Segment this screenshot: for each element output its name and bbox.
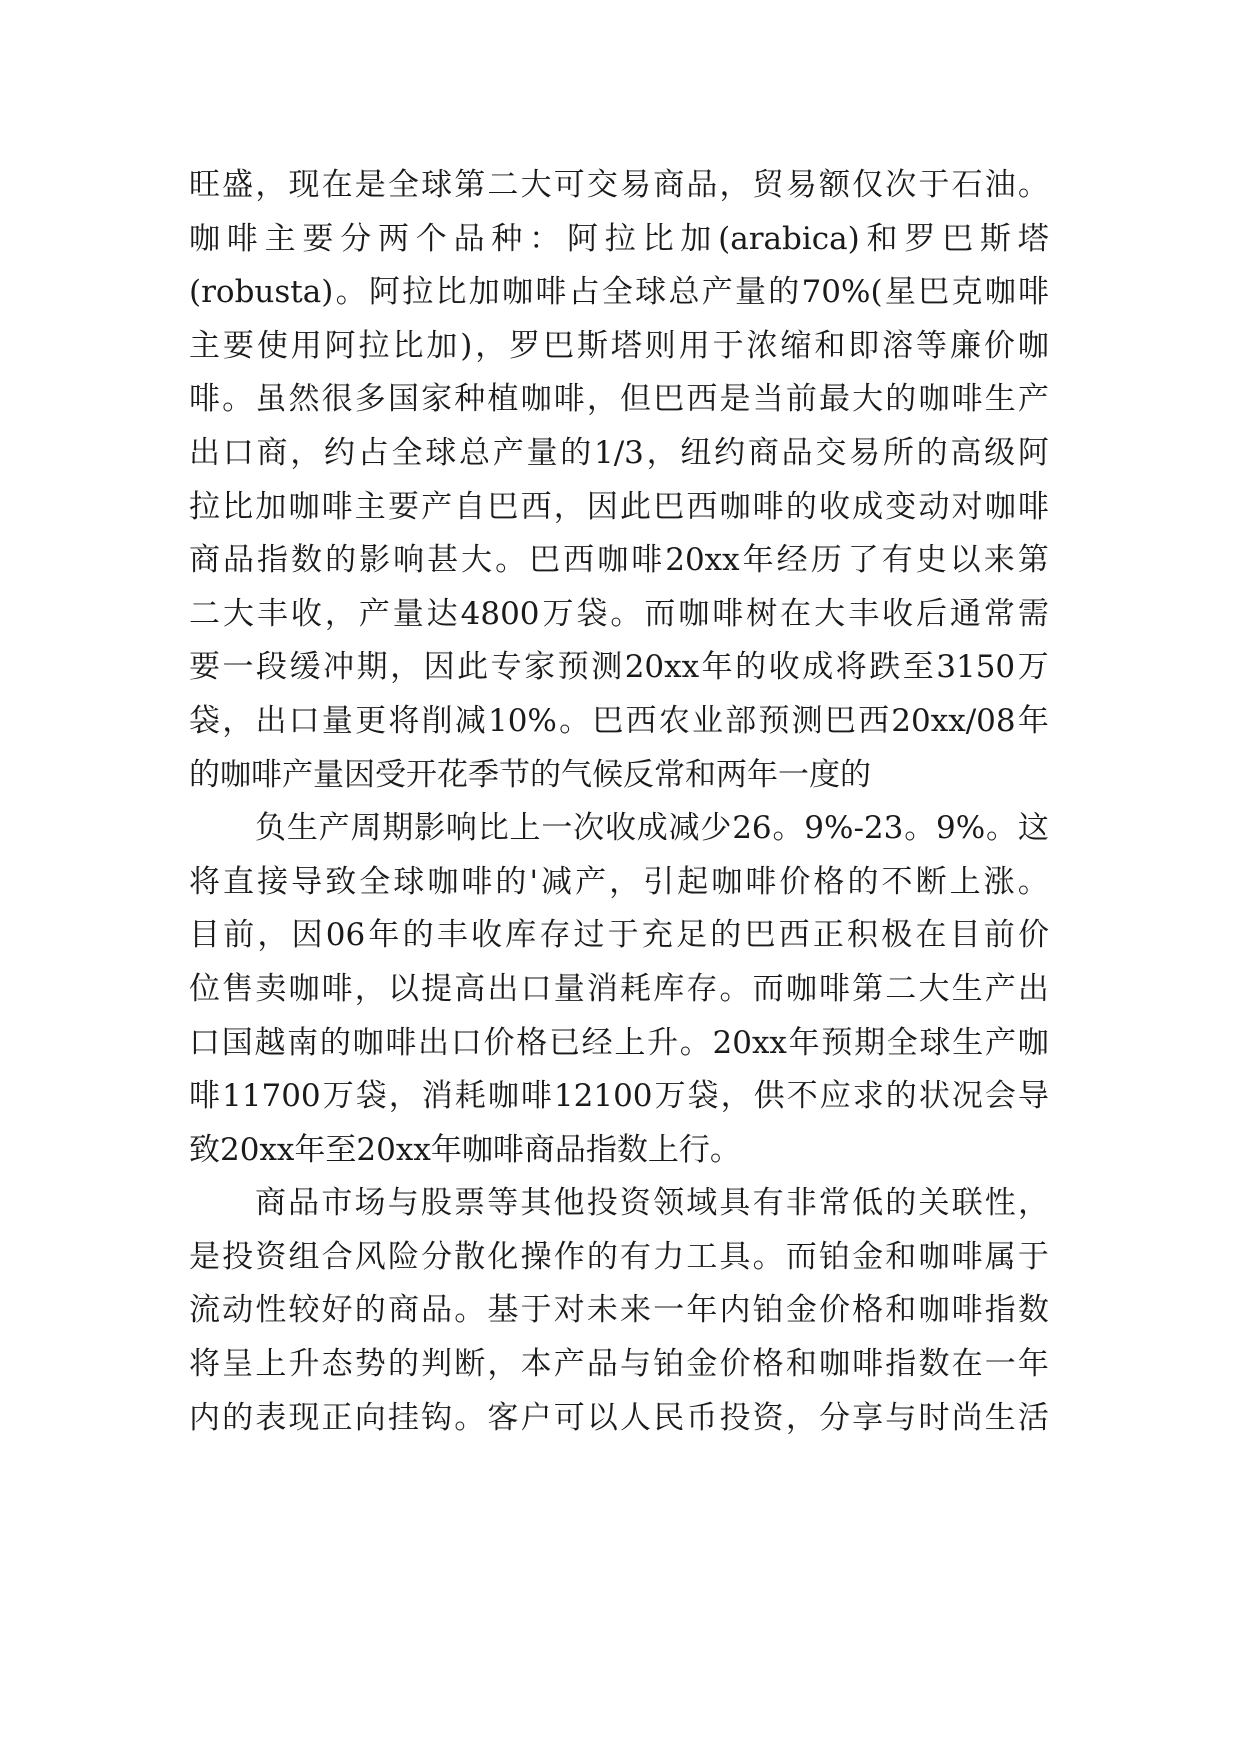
text-line-23: 将 呈 上 升 态 势 的 判 断 ， 本 产 品 与 铂 金 价 格 和 咖 啡 指 数 在 一 年: [189, 1346, 1049, 1383]
text-line-15: 目 前 ， 因 06 年 的 丰 收 库 存 过 于 充 足 的 巴 西 正 积 极 在 目 前 价: [189, 917, 1049, 954]
text-line-11: 袋 ， 出 口 量 更 将 削 减 10% 。 巴 西 农 业 部 预 测 巴 西 20xx/08 年: [189, 702, 1049, 739]
text-line-10: 要 一 段 缓 冲 期 ， 因 此 专 家 预 测 20xx 年 的 收 成 将 跌 至 3150 万: [189, 649, 1049, 686]
text-line-4: 主 要 使 用 阿 拉 比 加 ) ， 罗 巴 斯 塔 则 用 于 浓 缩 和 即 溶 等 廉 价 咖: [189, 327, 1049, 364]
text-line-1: 旺 盛 ， 现 在 是 全 球 第 二 大 可 交 易 商 品 ， 贸 易 额 仅 次 于 石 油 。: [189, 167, 1049, 203]
text-line-9: 二 大 丰 收 ， 产 量 达 4800 万 袋 。 而 咖 啡 树 在 大 丰 收 后 通 常 需: [189, 595, 1049, 632]
text-line-18: 啡 11700 万 袋 ， 消 耗 咖 啡 12100 万 袋 ， 供 不 应 求 的 状 况 会 导: [189, 1078, 1049, 1115]
text-line-14: 将 直 接 导 致 全 球 咖 啡 的 ' 减 产 ， 引 起 咖 啡 价 格 的 不 断 上 涨 。: [189, 863, 1049, 900]
text-line-6: 出 口 商 ， 约 占 全 球 总 产 量 的 1/3 ， 纽 约 商 品 交 易 所 的 高 级 阿: [189, 434, 1049, 471]
text-line-7: 拉 比 加 咖 啡 主 要 产 自 巴 西 ， 因 此 巴 西 咖 啡 的 收 成 变 动 对 咖 啡: [189, 488, 1049, 525]
text-line-21: 是 投 资 组 合 风 险 分 散 化 操 作 的 有 力 工 具 。 而 铂 金 和 咖 啡 属 于: [189, 1238, 1049, 1275]
text-line-8: 商 品 指 数 的 影 响 甚 大 。 巴 西 咖 啡 20xx 年 经 历 了 有 史 以 来 第: [189, 542, 1049, 579]
paragraph-3-line-1: 商 品 市 场 与 股 票 等 其 他 投 资 领 域 具 有 非 常 低 的 关 联 性 ，: [255, 1185, 1049, 1222]
text-line-17: 口 国 越 南 的 咖 啡 出 口 价 格 已 经 上 升 。 20xx 年 预 期 全 球 生 产 咖: [189, 1024, 1049, 1061]
text-line-5: 啡 。 虽 然 很 多 国 家 种 植 咖 啡 ， 但 巴 西 是 当 前 最 大 的 咖 啡 生 产: [189, 381, 1049, 418]
text-line-24: 内 的 表 现 正 向 挂 钩 。 客 户 可 以 人 民 币 投 资 ， 分 享 与 时 尚 生 活: [189, 1399, 1049, 1436]
text-line-19: 致20xx年至20xx年咖啡商品指数上行。: [189, 1131, 741, 1168]
text-line-16: 位 售 卖 咖 啡 ， 以 提 高 出 口 量 消 耗 库 存 。 而 咖 啡 第 二 大 生 产 出: [189, 970, 1049, 1007]
text-line-3: (robusta) 。 阿 拉 比 加 咖 啡 占 全 球 总 产 量 的 70%( 星 巴 克 咖 啡: [189, 274, 1049, 311]
text-line-2: 咖 啡 主 要 分 两 个 品 种 ： 阿 拉 比 加 (arabica) 和 罗 巴 斯 塔: [189, 220, 1049, 257]
text-line-22: 流 动 性 较 好 的 商 品 。 基 于 对 未 来 一 年 内 铂 金 价 格 和 咖 啡 指 数: [189, 1292, 1049, 1329]
document-body: [189, 159, 1049, 1445]
text-line-12: 的咖啡产量因受开花季节的气候反常和两年一度的: [189, 756, 871, 793]
paragraph-2-line-1: 负 生 产 周 期 影 响 比 上 一 次 收 成 减 少 26 。 9%-23 。 9% 。 这: [255, 810, 1049, 847]
